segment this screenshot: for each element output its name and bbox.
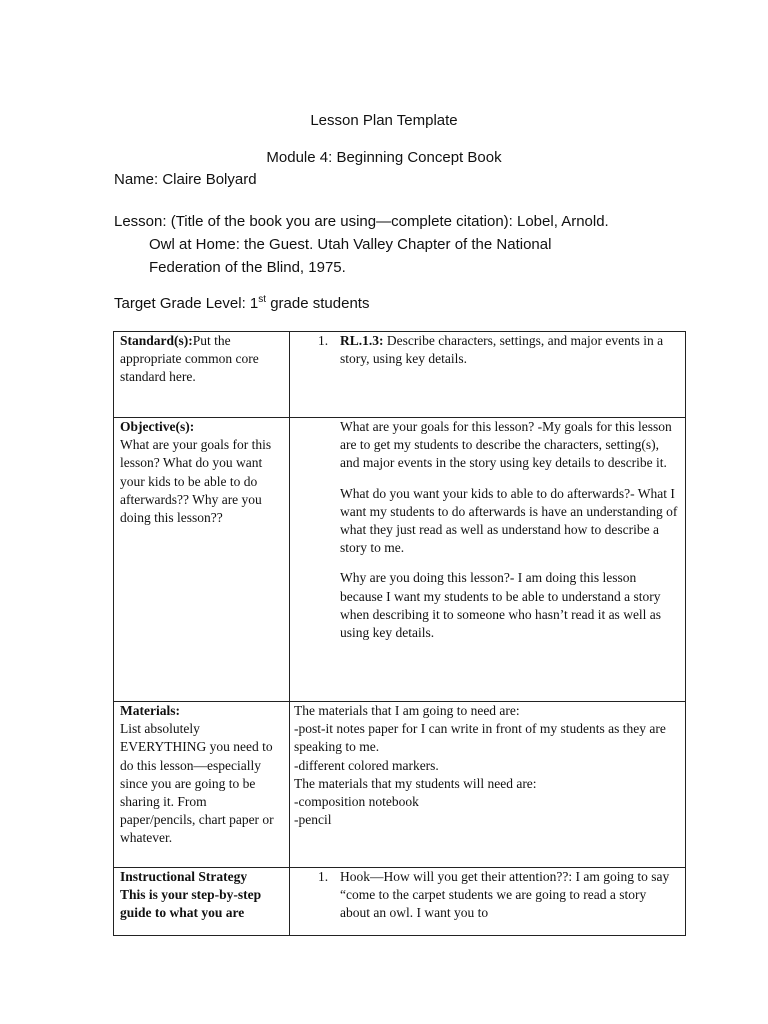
grade-prefix: Target Grade Level: 1 <box>114 295 259 312</box>
author-name: Name: Claire Bolyard <box>114 171 257 188</box>
objective-paragraph: What do you want your kids to able to do afterwards?- What I want my students to do afterwards is have an understanding of what they just read as well as understand how to describe a story to me. <box>340 485 678 556</box>
materials-line: The materials that my students will need are: <box>294 775 537 791</box>
objectives-label: Objective(s): <box>120 419 195 434</box>
materials-line: -pencil <box>294 812 332 828</box>
materials-line: The materials that I am going to need are: <box>294 703 520 718</box>
objective-paragraph: Why are you doing this lesson?- I am doing this lesson because I want my students to be able to understand a story when describing it to someone who hasn’t read it as well as using key details. <box>340 570 662 641</box>
lesson-citation <box>114 210 714 279</box>
strategy-content-cell <box>290 868 686 936</box>
document-title: Lesson Plan Template <box>310 112 458 129</box>
standard-code: RL.1.3: <box>340 333 384 348</box>
materials-line: -composition notebook <box>294 794 419 810</box>
module-heading: Module 4: Beginning Concept Book <box>266 149 502 166</box>
strategy-label: Instructional Strategy <box>120 869 248 884</box>
table-row-standards <box>114 332 686 418</box>
strategy-label-cell <box>114 868 290 936</box>
standards-content-cell <box>290 332 686 418</box>
target-grade-level <box>114 294 369 314</box>
lesson-line: Lesson: (Title of the book you are using—complete citation): Lobel, Arnold. <box>114 213 609 230</box>
materials-label: Materials: <box>120 703 180 718</box>
materials-label-cell <box>114 702 290 868</box>
objectives-label-cell <box>114 418 290 702</box>
objectives-content-cell <box>290 418 686 702</box>
list-number: 1. <box>318 869 329 884</box>
lesson-line: Federation of the Blind, 1975. <box>149 259 346 276</box>
standards-list-item <box>294 332 679 368</box>
grade-suffix-sup: st <box>258 294 267 305</box>
table-row-strategy <box>114 868 686 936</box>
list-number: 1. <box>318 333 329 348</box>
grade-suffix: grade students <box>266 295 370 312</box>
table-row-objectives <box>114 418 686 702</box>
objective-paragraph: What are your goals for this lesson? -My goals for this lesson are to get my students to describe the characters, setting(s), and major events in the story using key details to describe it. <box>340 419 672 471</box>
standards-description: Put the appropriate common core standard here. <box>120 333 259 385</box>
objectives-description: What are your goals for this lesson? What do you want your kids to be able to do afterwards?? Why are you doing this lesson?? <box>120 437 272 526</box>
materials-content-cell <box>290 702 686 868</box>
standard-text: Describe characters, settings, and major events in a story, using key details. <box>340 333 664 367</box>
lesson-line: Owl at Home: the Guest. Utah Valley Chapter of the National <box>149 236 552 253</box>
materials-line: -post-it notes paper for I can write in front of my students as they are speaking to me. <box>294 721 666 755</box>
standards-label: Standard(s): <box>120 333 193 348</box>
lesson-plan-table <box>113 331 686 936</box>
standards-label-cell <box>114 332 290 418</box>
table-row-materials <box>114 702 686 868</box>
strategy-list-item <box>294 868 679 923</box>
strategy-description: This is your step-by-step guide to what you are <box>120 887 262 921</box>
strategy-text: Hook—How will you get their attention??: I am going to say “come to the carpet students we are going to read a story about an owl. I want you to <box>340 869 670 921</box>
materials-description: List absolutely EVERYTHING you need to do this lesson—especially since you are going to be sharing it. From paper/pencils, chart paper or whatever. <box>120 721 274 846</box>
materials-line: -different colored markers. <box>294 757 439 773</box>
